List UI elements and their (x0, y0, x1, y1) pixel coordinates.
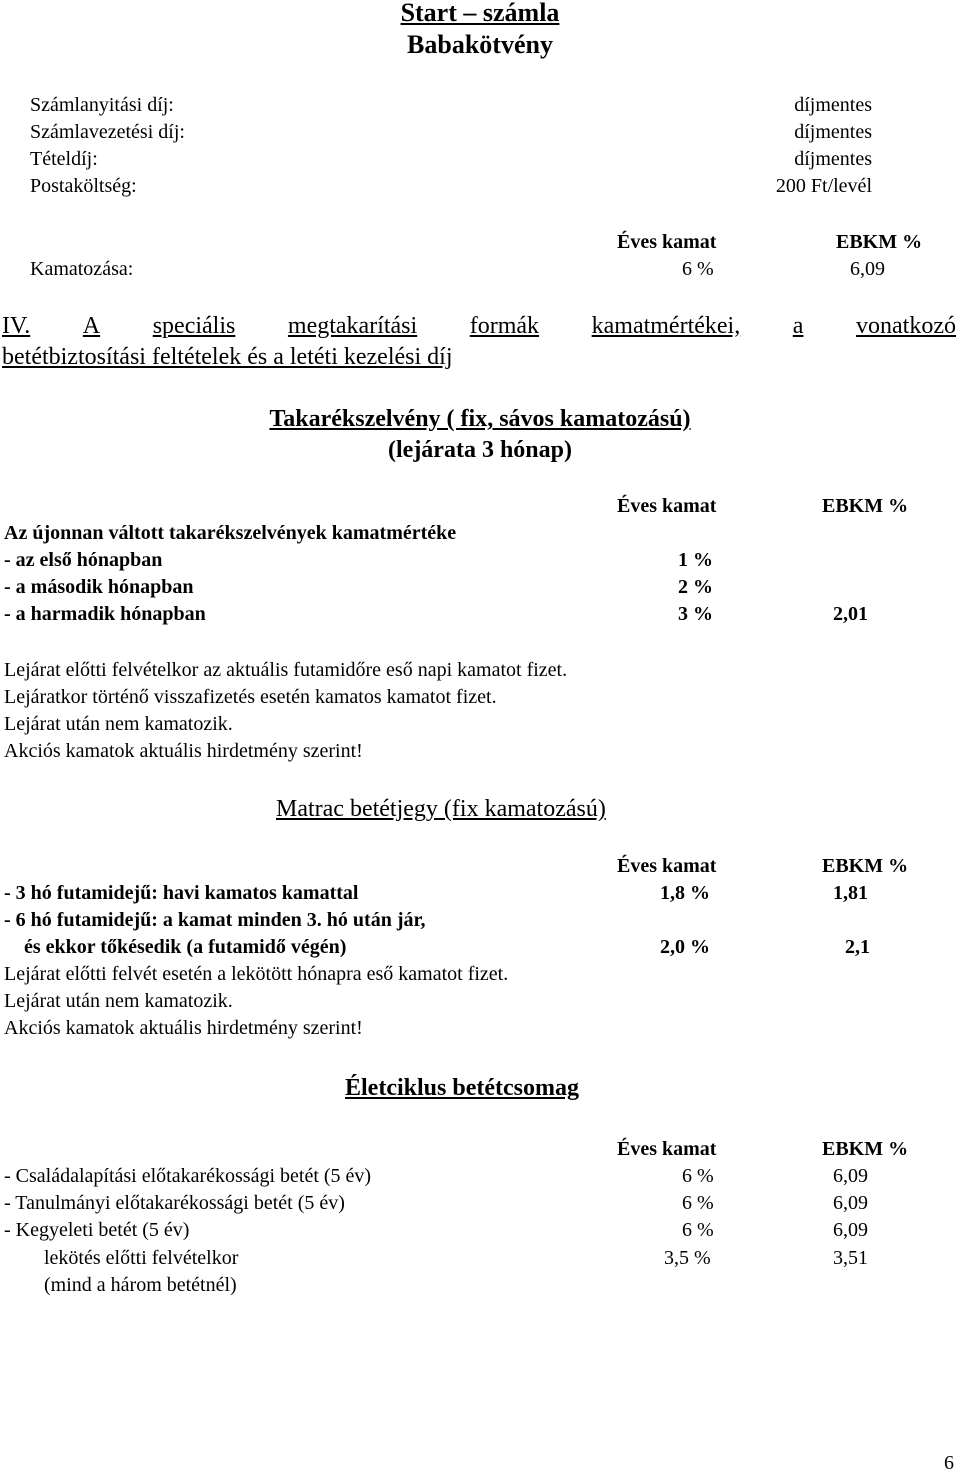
fee-value: díjmentes (794, 148, 872, 170)
eletciklus-title: Életciklus betétcsomag (345, 1075, 579, 1101)
fee-label: Postaköltség: (30, 175, 137, 197)
eletciklus-row-label: - Családalapítási előtakarékossági betét (5 év) (4, 1165, 372, 1187)
eletciklus-row-rate: 6 % (682, 1165, 714, 1187)
section-heading-word: A (82, 313, 101, 339)
takarek-subtitle: (lejárata 3 hónap) (388, 437, 572, 463)
section-heading-word: vonatkozó (856, 313, 956, 339)
column-header-ebkm: EBKM % (836, 231, 923, 253)
eletciklus-row-label: - Tanulmányi előtakarékossági betét (5 év) (4, 1192, 345, 1214)
eletciklus-footnote: (mind a három betétnél) (44, 1274, 237, 1296)
section-heading-word: megtakarítási (287, 313, 418, 339)
fee-value: díjmentes (794, 121, 872, 143)
takarek-row-rate: 1 % (678, 549, 713, 571)
matrac-title: Matrac betétjegy (fix kamatozású) (276, 796, 606, 822)
eletciklus-row-label: - Kegyeleti betét (5 év) (4, 1219, 190, 1241)
fee-label: Számlanyitási díj: (30, 94, 174, 116)
takarek-row-rate: 2 % (678, 576, 713, 598)
eletciklus-row-ebkm: 3,51 (833, 1247, 868, 1269)
matrac-note: Lejárat után nem kamatozik. (4, 990, 233, 1012)
takarek-note: Lejárat előtti felvételkor az aktuális futamidőre eső napi kamatot fizet. (4, 659, 568, 681)
section-heading-word: speciális (152, 313, 236, 339)
matrac-row-ebkm: 2,1 (845, 936, 870, 958)
matrac-row-label: és ekkor tőkésedik (a futamidő végén) (24, 936, 347, 958)
matrac-row-label: - 3 hó futamidejű: havi kamatos kamattal (4, 882, 359, 904)
fee-label: Tételdíj: (30, 148, 98, 170)
matrac-row-rate: 1,8 % (660, 882, 710, 904)
column-header-rate: Éves kamat (617, 231, 717, 253)
eletciklus-row-rate: 6 % (682, 1192, 714, 1214)
takarek-row-label: - az első hónapban (4, 549, 163, 571)
column-header-ebkm: EBKM % (822, 1138, 909, 1160)
page-subtitle: Babakötvény (407, 30, 553, 59)
eletciklus-row-rate: 6 % (682, 1219, 714, 1241)
takarek-row-rate: 3 % (678, 603, 713, 625)
column-header-rate: Éves kamat (617, 855, 717, 877)
section-heading-word: formák (469, 313, 540, 339)
section-heading-line1 (2, 314, 956, 338)
takarek-note: Lejárat után nem kamatozik. (4, 713, 233, 735)
takarek-row-ebkm: 2,01 (833, 603, 868, 625)
page-title: Start – számla (400, 0, 560, 27)
column-header-ebkm: EBKM % (822, 495, 909, 517)
eletciklus-row-label: lekötés előtti felvételkor (44, 1247, 239, 1269)
takarek-note: Akciós kamatok aktuális hirdetmény szerint! (4, 740, 363, 762)
section-heading-word: IV. (2, 313, 31, 339)
kamatozas-label: Kamatozása: (30, 258, 134, 280)
matrac-row-rate: 2,0 % (660, 936, 710, 958)
matrac-note: Lejárat előtti felvét esetén a lekötött hónapra eső kamatot fizet. (4, 963, 509, 985)
matrac-row-label: - 6 hó futamidejű: a kamat minden 3. hó után jár, (4, 909, 426, 931)
eletciklus-row-ebkm: 6,09 (833, 1165, 868, 1187)
page-number: 6 (944, 1452, 954, 1474)
takarek-row-label: - a második hónapban (4, 576, 194, 598)
section-heading-word: a (792, 313, 804, 339)
matrac-row-ebkm: 1,81 (833, 882, 868, 904)
fee-value: 200 Ft/levél (775, 175, 872, 197)
takarek-intro: Az újonnan váltott takarékszelvények kamatmértéke (4, 522, 457, 544)
column-header-ebkm: EBKM % (822, 855, 909, 877)
fee-value: díjmentes (794, 94, 872, 116)
kamatozas-rate: 6 % (682, 258, 714, 280)
fee-label: Számlavezetési díj: (30, 121, 185, 143)
eletciklus-row-ebkm: 6,09 (833, 1219, 868, 1241)
column-header-rate: Éves kamat (617, 495, 717, 517)
section-heading-line2: betétbiztosítási feltételek és a letéti kezelési díj (2, 344, 453, 370)
kamatozas-ebkm: 6,09 (850, 258, 885, 280)
matrac-note: Akciós kamatok aktuális hirdetmény szerint! (4, 1017, 363, 1039)
takarek-note: Lejáratkor történő visszafizetés esetén kamatos kamatot fizet. (4, 686, 497, 708)
eletciklus-row-ebkm: 6,09 (833, 1192, 868, 1214)
eletciklus-row-rate: 3,5 % (664, 1247, 711, 1269)
section-heading-word: kamatmértékei, (591, 313, 741, 339)
column-header-rate: Éves kamat (617, 1138, 717, 1160)
takarek-row-label: - a harmadik hónapban (4, 603, 206, 625)
takarek-title: Takarékszelvény ( fix, sávos kamatozású) (269, 406, 691, 432)
